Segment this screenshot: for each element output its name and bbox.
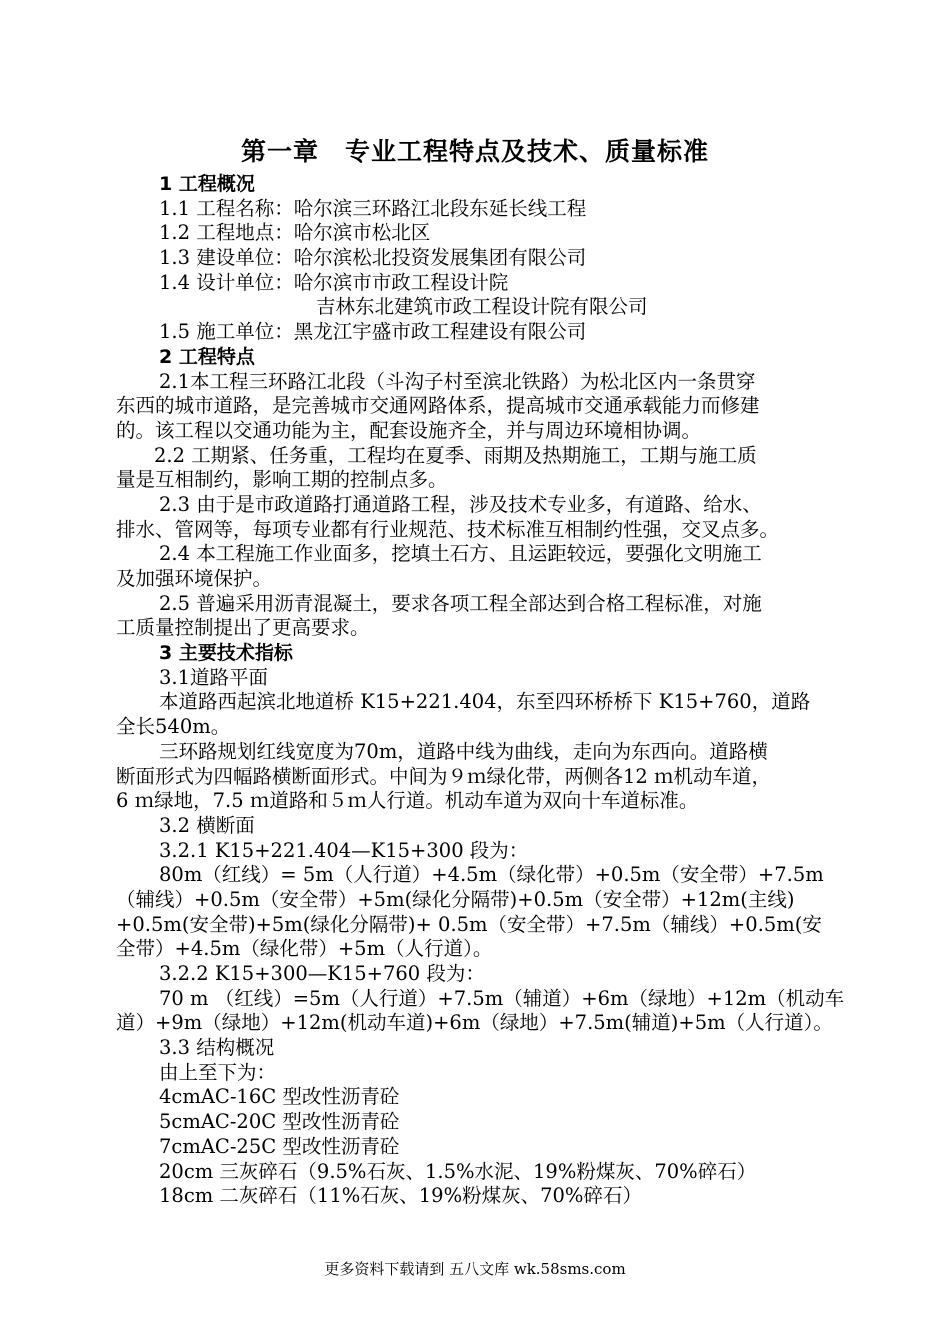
chapter-title: 第一章 专业工程特点及技术、质量标准: [240, 137, 709, 166]
text-line: 1.2 工程地点：哈尔滨市松北区: [159, 221, 431, 245]
text-line: 2.2 工期紧、任务重，工程均在夏季、雨期及热期施工，工期与施工质: [154, 443, 757, 467]
text-line: 3.1道路平面: [159, 665, 269, 689]
section-heading: 2 工程特点: [159, 345, 255, 368]
text-line: 排水、管网等，每项专业都有行业规范、技术标准互相制约性强，交叉点多。: [116, 517, 780, 541]
text-line: 1.4 设计单位：哈尔滨市市政工程设计院: [159, 270, 509, 294]
text-line: 20cm 三灰碎石（9.5%石灰、1.5%水泥、19%粉煤灰、70%碎石）: [159, 1159, 757, 1183]
text-line: 及加强环境保护。: [116, 567, 273, 590]
text-line: （辅线）+0.5m（安全带）+5m(绿化分隔带)+0.5m（安全带）+12m(主线): [116, 887, 795, 911]
text-line: 3.2 横断面: [159, 813, 255, 837]
text-line: 2.4 本工程施工作业面多，挖填土石方、且运距较远，要强化文明施工: [159, 542, 762, 566]
document-body: [116, 172, 864, 1209]
text-line: 3.2.1 K15+221.404—K15+300 段为：: [159, 838, 529, 862]
text-line: 1.3 建设单位：哈尔滨松北投资发展集团有限公司: [159, 246, 587, 270]
text-line: 3.3 结构概况: [159, 1036, 275, 1060]
text-line: 7cmAC-25C 型改性沥青砼: [159, 1134, 400, 1158]
text-line: 3.2.2 K15+300—K15+760 段为：: [159, 962, 485, 985]
text-line: 1.1 工程名称：哈尔滨三环路江北段东延长线工程: [159, 196, 587, 220]
text-line: 全带）+4.5m（绿化带）+5m（人行道）。: [116, 937, 493, 961]
text-line: 工质量控制提出了更高要求。: [116, 616, 370, 640]
text-line: 全长540m。: [116, 715, 231, 739]
text-line: 本道路西起滨北地道桥 K15+221.404，东至四环桥桥下 K15+760，道路: [159, 690, 811, 714]
text-line: 4cmAC-16C 型改性沥青砼: [159, 1085, 400, 1109]
text-line: 2.5 普遍采用沥青混凝土，要求各项工程全部达到合格工程标准，对施: [159, 591, 762, 615]
text-line: 东西的城市道路，是完善城市交通网路体系，提高城市交通承载能力而修建: [116, 394, 760, 418]
text-line: +0.5m(安全带)+5m(绿化分隔带)+ 0.5m（安全带）+7.5m（辅线）+0.5m(安: [116, 912, 822, 936]
text-line: 由上至下为：: [159, 1060, 277, 1084]
text-line: 道）+9m（绿地）+12m(机动车道)+6m（绿地）+7.5m(辅道)+5m（人行道）。: [116, 1011, 833, 1035]
text-line: 5cmAC-20C 型改性沥青砼: [159, 1110, 400, 1134]
text-line: 断面形式为四幅路横断面形式。中间为９ｍ绿化带，两侧各12 ｍ机动车道，: [116, 764, 772, 788]
text-line: 2.3 由于是市政道路打通道路工程，涉及技术专业多，有道路、给水、: [159, 492, 762, 516]
text-line: 6 ｍ绿地，7.5 ｍ道路和５ｍ人行道。机动车道为双向十车道标准。: [116, 789, 699, 813]
text-line: 吉林东北建筑市政工程设计院有限公司: [316, 295, 648, 319]
text-line: 70 m （红线）=5m（人行道）+7.5m（辅道）+6m（绿地）+12m（机动车: [159, 986, 845, 1010]
text-line: 量是互相制约，影响工期的控制点多。: [116, 468, 448, 492]
text-line: 1.5 施工单位：黑龙江宇盛市政工程建设有限公司: [159, 320, 587, 344]
text-line: 18cm 二灰碎石（11%石灰、19%粉煤灰、70%碎石）: [159, 1184, 642, 1208]
text-line: 三环路规划红线宽度为70m，道路中线为曲线，走向为东西向。道路横: [159, 739, 768, 763]
section-heading: 3 主要技术指标: [159, 642, 293, 665]
text-line: 2.1本工程三环路江北段（斗沟子村至滨北铁路）为松北区内一条贯穿: [159, 369, 756, 393]
section-heading: 1 工程概况: [159, 173, 255, 195]
page-footer: 更多资料下载请到 五八文库 wk.58sms.com: [324, 1260, 626, 1278]
text-line: 80m（红线）= 5m（人行道）+4.5m（绿化带）+0.5m（安全带）+7.5m: [159, 863, 824, 887]
text-line: 的。该工程以交通功能为主，配套设施齐全，并与周边环境相协调。: [116, 418, 702, 442]
